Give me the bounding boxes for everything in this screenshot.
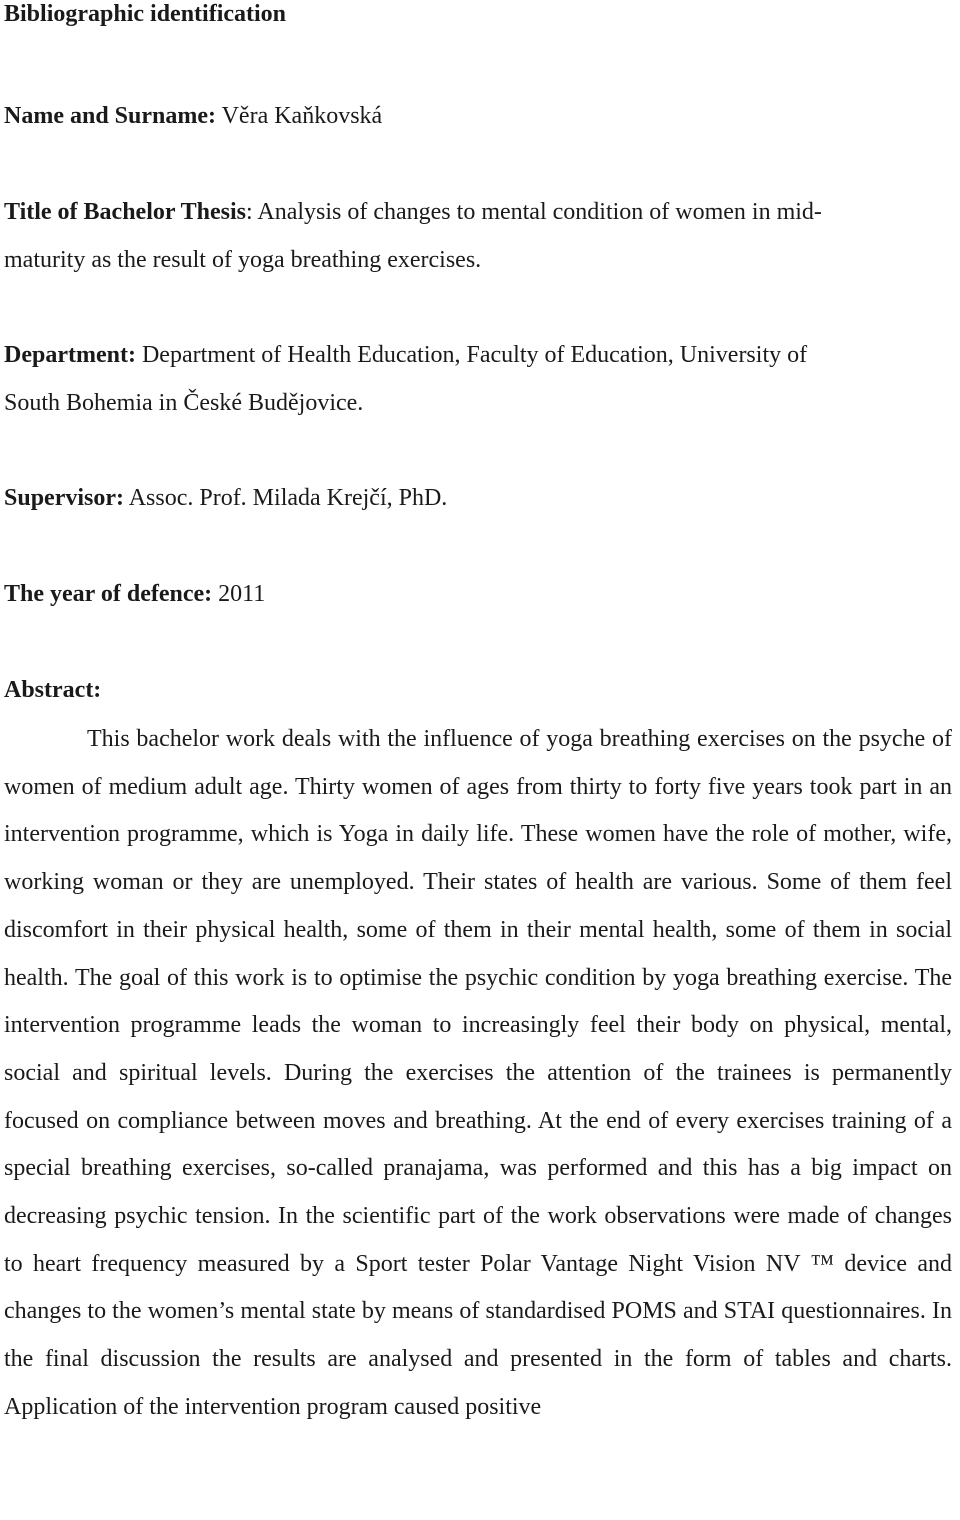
title-label: Title of Bachelor Thesis: [4, 199, 247, 225]
abstract-label: Abstract:: [4, 677, 102, 703]
defence-label: The year of defence:: [4, 581, 213, 607]
abstract-text: This bachelor work deals with the influence of yoga breathing exercises on the psyche of women of medium adult age. Thirty women of ages from thirty to forty five years took part in an intervention programme, which is Yoga in daily life. These women have the role of mother, wife, working woman or they are unemployed. Their states of health are various. Some of them feel discomfort in their physical health, some of them in their mental health, some of them in social health. The goal of this work is to optimise the psychic condition by yoga breathing exercise. The intervention programme leads the woman to increasingly feel their body on physical, mental, social and spiritual levels. During the exercises the attention of the trainees is permanently focused on compliance between moves and breathing. At the end of every exercises training of a special breathing exercises, so-called pranajama, was performed and this has a big impact on decreasing psychic tension. In the scientific part of the work observations were made of changes to heart frequency measured by a Sport tester Polar Vantage Night Vision NV ™ device and changes to the women’s mental state by means of standardised POMS and STAI questionnaires. In the final discussion the results are analysed and presented in the form of tables and charts. Application of the intervention program caused positive: [4, 726, 952, 1420]
title-row-continued: [4, 246, 481, 274]
department-row-continued: [4, 389, 363, 417]
name-value: Věra Kaňkovská: [221, 103, 383, 129]
supervisor-label: Supervisor:: [4, 485, 124, 511]
defence-row: [4, 580, 265, 608]
department-label: Department:: [4, 342, 136, 368]
department-value-line1: Department of Health Education, Faculty of Education, University of: [141, 342, 808, 368]
defence-value: 2011: [218, 581, 266, 607]
name-row: [4, 102, 382, 130]
supervisor-value: Assoc. Prof. Milada Krejčí, PhD.: [128, 485, 448, 511]
supervisor-row: [4, 484, 447, 512]
page-heading: Bibliographic identification: [4, 1, 287, 27]
title-value-line2: maturity as the result of yoga breathing exercises.: [4, 247, 482, 273]
title-row: [4, 198, 822, 226]
name-label: Name and Surname:: [4, 103, 217, 129]
department-row: [4, 341, 807, 369]
title-value-line1: : Analysis of changes to mental condition of women in mid-: [246, 199, 822, 225]
department-value-line2: South Bohemia in České Budějovice.: [4, 390, 364, 416]
